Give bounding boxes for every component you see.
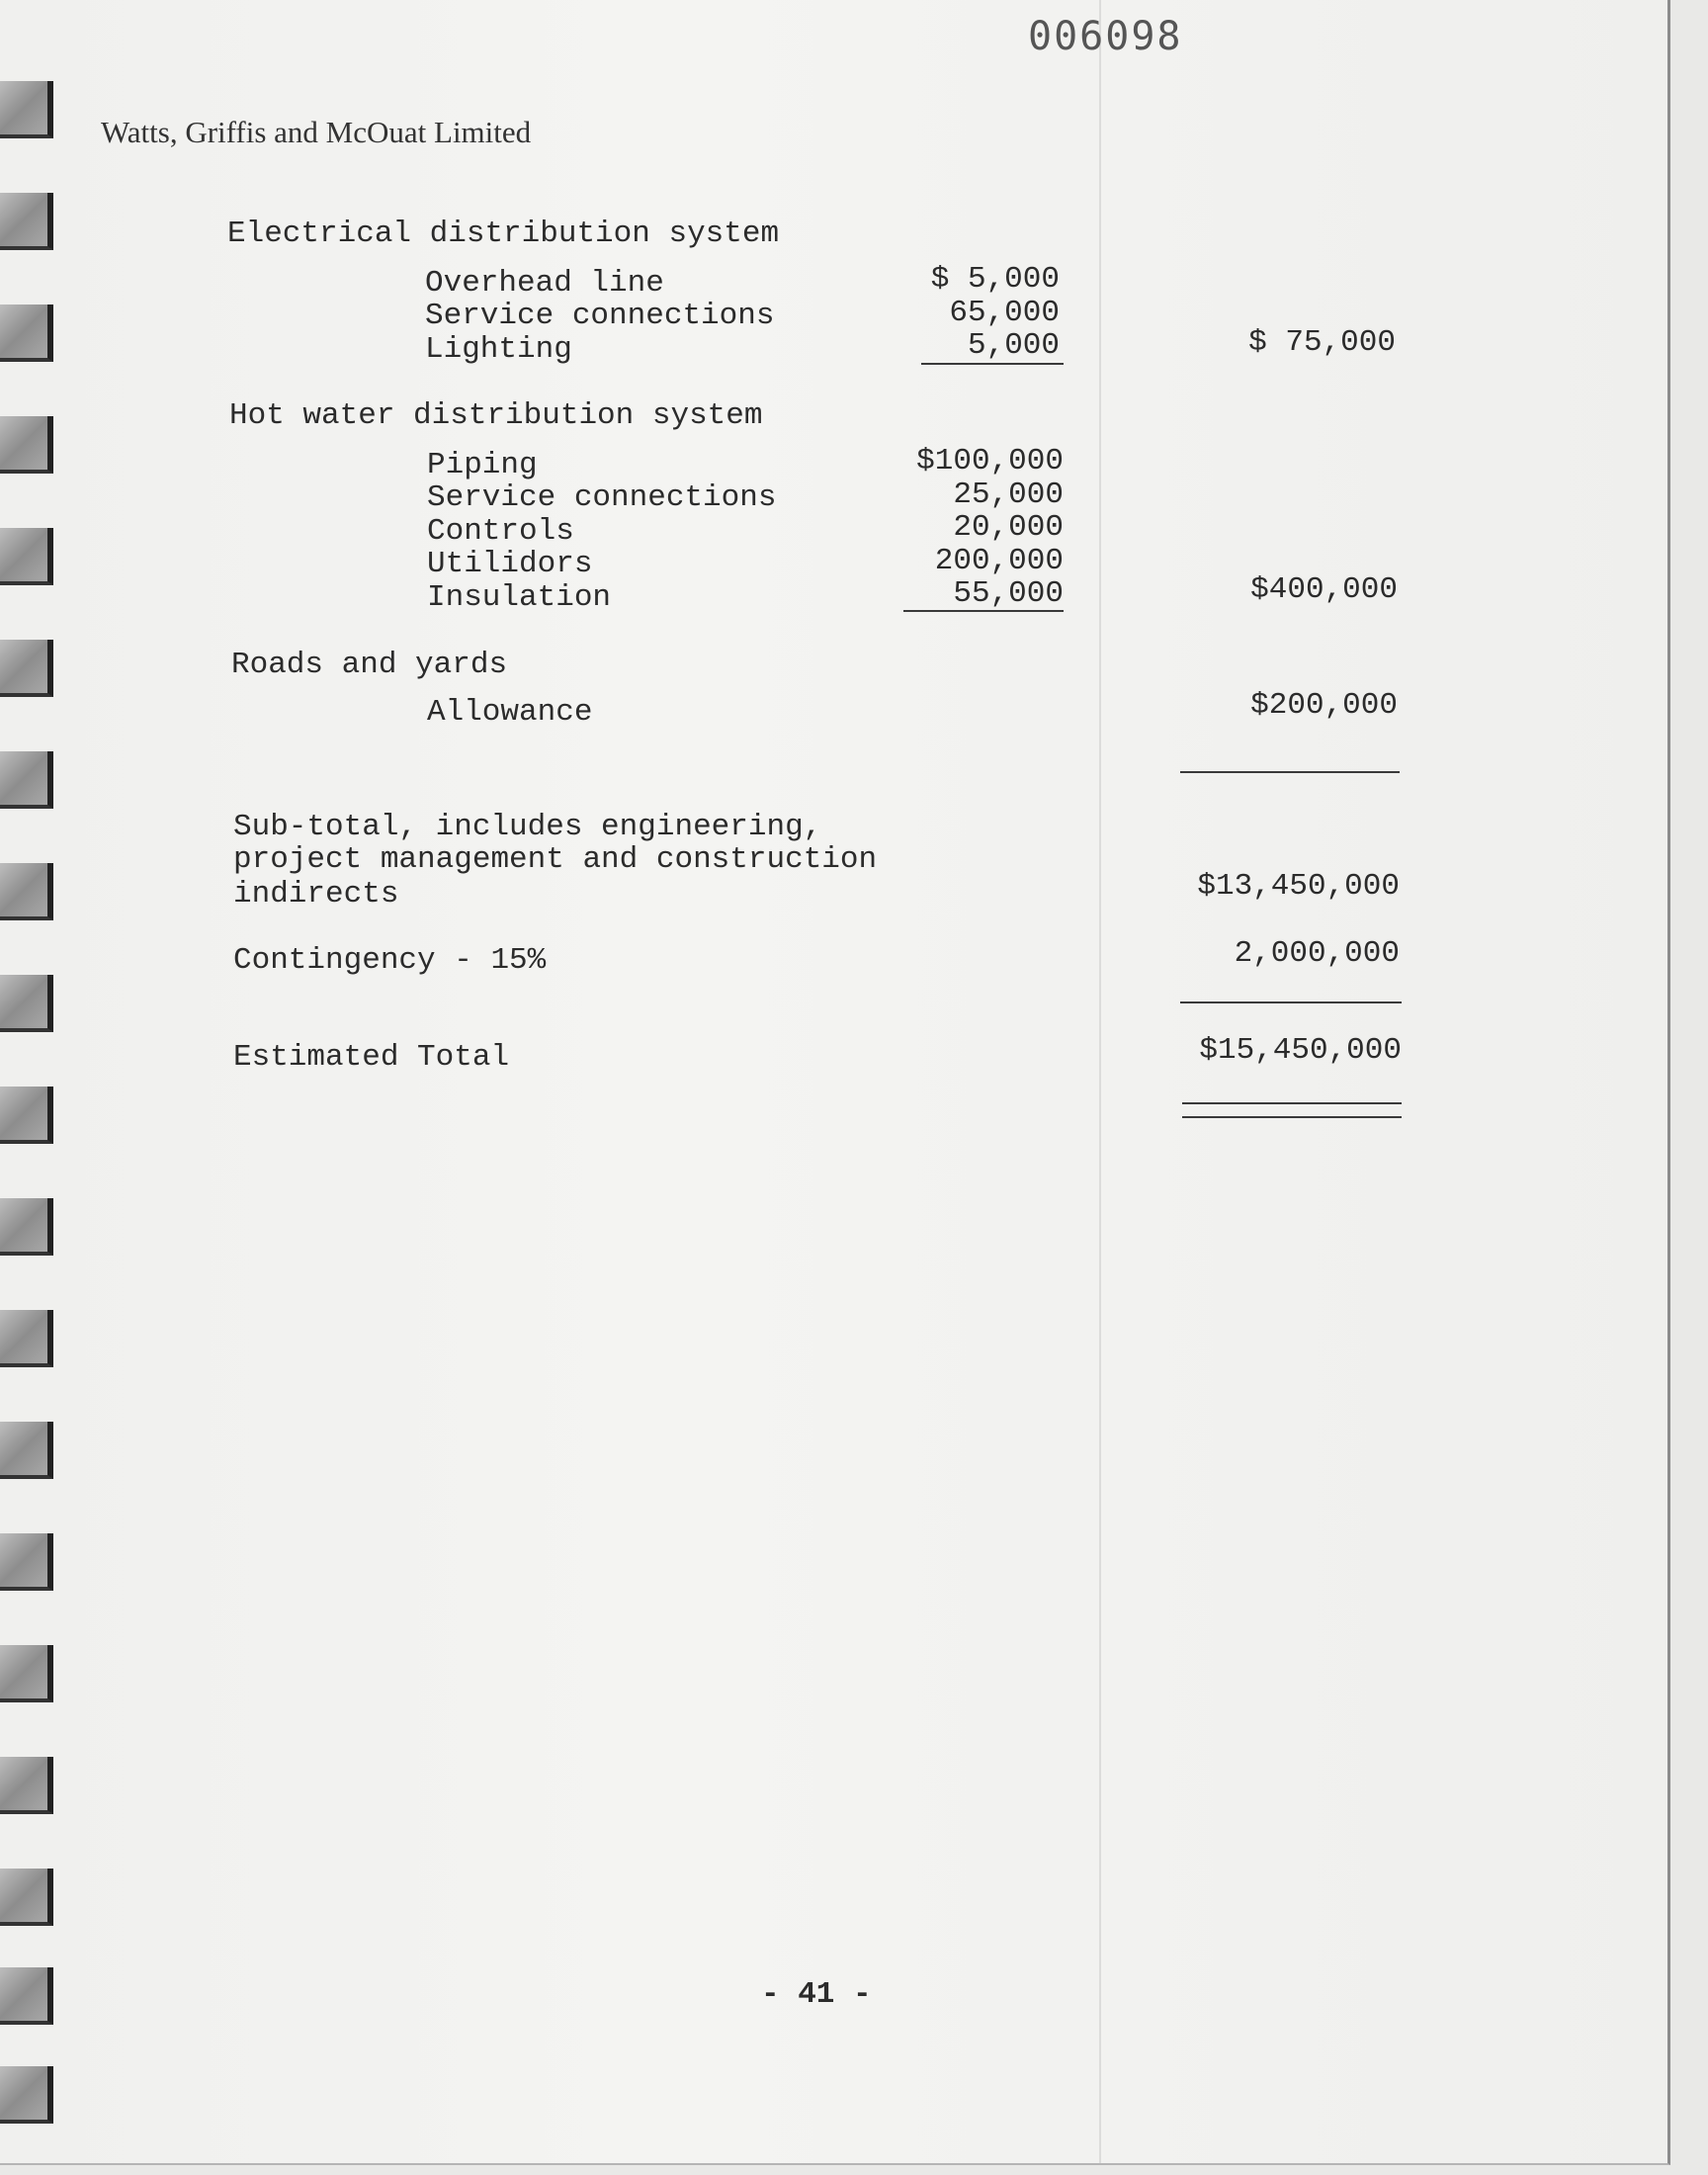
section-heading-electrical: Electrical distribution system xyxy=(227,217,780,251)
subtotal-label-line: project management and construction xyxy=(233,842,878,877)
section-total: $400,000 xyxy=(1250,572,1398,607)
binding-ring-icon xyxy=(0,751,53,809)
binding-ring-icon xyxy=(0,1757,53,1814)
binding-ring-icon xyxy=(0,1310,53,1367)
line-item-amount: 55,000 xyxy=(953,576,1064,611)
binding-ring-icon xyxy=(0,1198,53,1256)
line-item-label: Utilidors xyxy=(427,547,593,581)
line-item-amount: 5,000 xyxy=(967,328,1060,363)
line-item-amount: 20,000 xyxy=(953,510,1064,545)
binding-ring-icon xyxy=(0,863,53,920)
binding-ring-icon xyxy=(0,975,53,1032)
binding-ring-icon xyxy=(0,1645,53,1702)
subtotal-amount: $13,450,000 xyxy=(1197,869,1400,904)
line-item-label: Controls xyxy=(427,514,574,549)
line-item-label: Allowance xyxy=(427,695,593,730)
line-item-amount: 65,000 xyxy=(949,296,1060,330)
contingency-amount: 2,000,000 xyxy=(1234,936,1400,971)
letterhead: Watts, Griffis and McOuat Limited xyxy=(101,115,532,149)
binding-ring-icon xyxy=(0,1967,53,2025)
binding-ring-icon xyxy=(0,640,53,697)
line-item-label: Overhead line xyxy=(425,266,664,301)
double-rule-top xyxy=(1182,1102,1402,1104)
estimated-total-amount: $15,450,000 xyxy=(1199,1033,1402,1068)
total-rule xyxy=(1180,771,1400,773)
line-item-label: Lighting xyxy=(425,332,572,367)
line-item-label: Piping xyxy=(427,448,538,482)
line-item-amount: $ 5,000 xyxy=(930,262,1060,297)
binding-ring-icon xyxy=(0,1533,53,1591)
document-number: 006098 xyxy=(1028,14,1183,59)
binding-ring-icon xyxy=(0,1422,53,1479)
line-item-label: Insulation xyxy=(427,580,612,615)
binding-ring-icon xyxy=(0,1087,53,1144)
section-heading-roads: Roads and yards xyxy=(231,648,508,682)
contingency-label: Contingency - 15% xyxy=(233,943,547,978)
line-item-amount: 200,000 xyxy=(934,544,1064,578)
total-rule xyxy=(1180,1001,1402,1003)
binding-ring-icon xyxy=(0,193,53,250)
binding-ring-icon xyxy=(0,528,53,585)
binding-ring-icon xyxy=(0,81,53,138)
section-total: $200,000 xyxy=(1250,688,1398,723)
line-item-amount: $100,000 xyxy=(916,444,1064,478)
section-heading-hot-water: Hot water distribution system xyxy=(229,398,763,433)
binding-ring-icon xyxy=(0,2066,53,2124)
binding-ring-icon xyxy=(0,1869,53,1926)
subtotal-rule xyxy=(903,610,1064,612)
subtotal-label-line: indirects xyxy=(233,877,399,912)
line-item-amount: 25,000 xyxy=(953,478,1064,512)
subtotal-rule xyxy=(921,363,1064,365)
section-total: $ 75,000 xyxy=(1248,325,1396,360)
subtotal-label-line: Sub-total, includes engineering, xyxy=(233,810,822,844)
line-item-label: Service connections xyxy=(427,480,777,515)
estimated-total-label: Estimated Total xyxy=(233,1040,510,1075)
binding-ring-icon xyxy=(0,416,53,474)
page-number: - 41 - xyxy=(761,1977,872,2012)
binding-ring-icon xyxy=(0,304,53,362)
double-rule-bottom xyxy=(1182,1116,1402,1118)
line-item-label: Service connections xyxy=(425,299,775,333)
page-fold-line xyxy=(1099,0,1101,2165)
